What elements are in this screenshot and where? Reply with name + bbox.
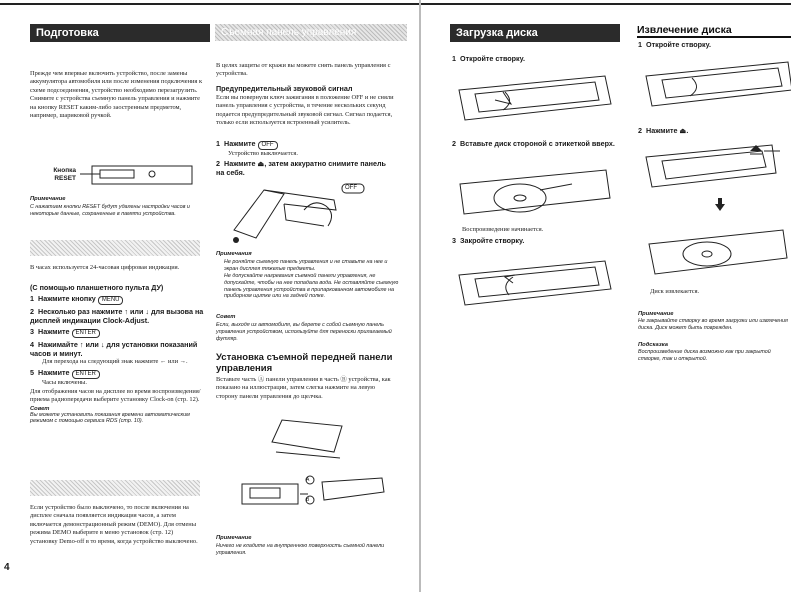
detach-note-2: Не допускайте нагревания съемной панели управления, не допускайте, чтобы на нее попадала вода. Не оставляйте съемную панель управления устройства в припаркованном автомобиле на приборном щитке или на задней полке. — [224, 273, 399, 300]
clock-display-text: Для отображения часов на дисплее во время воспроизведения/приема радиопередачи выберите установку Clock-on (стр. 12). — [30, 387, 201, 404]
tip1-text: Вы можете установить показания времени автоматическим режимом с помощью сервиса RDS (стр. 10). — [30, 411, 190, 425]
attach-panel-illustration — [222, 412, 397, 522]
attach-note: Ничего не кладите на внутреннюю поверхность съемной панели управления. — [216, 543, 385, 556]
clock-step-5: 5 Нажмите ENTER — [30, 368, 205, 379]
load-step-2: 2 Вставьте диск стороной с этикеткой вверх. — [452, 139, 615, 148]
note1-text: С нажатием кнопки RESET будут удалены настройки часов и некоторые данные, сохраненные в памяти устройства. — [30, 204, 190, 217]
label-b: B — [306, 497, 310, 503]
load-insert-illustration — [452, 166, 612, 226]
down-arrow-icon — [714, 198, 726, 212]
load-step-2-sub: Воспроизведение начинается. — [462, 226, 544, 233]
enter-button-2[interactable]: ENTER — [72, 370, 100, 379]
eject-press-illustration — [642, 135, 791, 195]
section-header-eject-disc — [637, 24, 791, 38]
reset-intro-text: Прежде чем впервые включить устройство, после замены аккумулятора автомобиля или после изменения подключения к схеме подсоединения, устройство необходимо перезагрузить. Снимите с устройства съемную панель управления и нажмите на кнопку RESET каким-либо заостренным предметом, например, шариковой ручкой. — [30, 70, 203, 120]
section-header-load-disc: Загрузка диска — [450, 24, 620, 42]
eject-hint: Воспроизведение диска возможно как при закрытой створке, так и открытой. — [638, 349, 771, 362]
detach-step-1: 1 Нажмите OFF — [216, 139, 396, 150]
attach-note-title: Примечание — [216, 535, 252, 541]
detach-note-1: Не роняйте съемную панель управления и не ставьте на нее и экран дисплея тяжелые предметы. — [224, 259, 388, 272]
note1-title: Примечание — [30, 196, 66, 202]
clock-step-5-sub: Часы включены. — [42, 379, 87, 387]
detach-intro: В целях защиты от кражи вы можете снять панель управления с устройства. — [216, 62, 391, 78]
eject-note: Не закрывайте створку во время загрузки или извлечения диска. Диск может быть поврежден. — [638, 318, 788, 331]
page-number: 4 — [4, 562, 10, 573]
eject-note-title: Примечание — [638, 311, 674, 317]
eject-header-text: Извлечение диска — [637, 24, 732, 36]
demo-text: Если устройство было выключено, то после включения на дисплее сначала появляется индикация часов, а затем включается демонстрационный режим (DEMO). Для отмены режима DEMO выберите в меню установок (стр. 12) установку Demo-off в то время, когда устройство выключено. — [30, 504, 198, 545]
clock-step-3: 3 Нажмите ENTER — [30, 327, 205, 338]
clock-step-2: 2 Несколько раз нажмите ↑ или ↓ для вызова на дисплей индикации Clock-Adjust. — [30, 307, 204, 325]
clock-remote-label: (С помощью планшетного пульта ДУ) — [30, 283, 164, 292]
eject-step-1: 1 Откройте створку. — [638, 40, 712, 49]
enter-button[interactable]: ENTER — [72, 329, 100, 338]
detach-steps — [216, 139, 396, 177]
load-close-illustration — [455, 255, 615, 315]
demo-section-header — [30, 480, 200, 496]
load-step-1: 1 Откройте створку. — [452, 54, 526, 63]
reset-device-illustration — [80, 160, 202, 190]
attach-text: Вставьте часть Ⓐ панели управления в часть Ⓑ устройства, как показано на иллюстрации, затем слегка нажмите на левую сторону панели управления до щелчка. — [216, 376, 391, 400]
section-header-detach: Съемная панель управления — [215, 24, 407, 41]
detach-notes-title: Примечания — [216, 251, 252, 257]
eject-hint-title: Подсказка — [638, 342, 668, 348]
page-fold — [419, 0, 421, 592]
clock-steps — [30, 294, 205, 425]
alarm-text: Если вы повернули ключ зажигания в положение OFF и не сняли панель управления с устройства, в течение нескольких секунд подается предупредительный звуковой сигнал. Сигнал подается, только если используется встроенный усилитель. — [216, 94, 394, 127]
clock-step-4: 4 Нажимайте ↑ или ↓ для установки показаний часов и минут. — [30, 340, 198, 358]
top-rule — [0, 3, 791, 5]
load-step-3: 3 Закройте створку. — [452, 236, 525, 245]
off-label-illustration: OFF — [345, 185, 357, 191]
load-open-illustration — [455, 70, 615, 132]
label-a: A — [306, 477, 310, 483]
eject-open-illustration — [642, 56, 791, 116]
eject-step-2: 2 Нажмите ⏏. — [638, 126, 689, 135]
detach-step-1-sub: Устройство выключается. — [228, 150, 298, 157]
section-header-preparation: Подготовка — [30, 24, 210, 42]
eject-step-2-sub: Диск извлекается. — [650, 288, 700, 295]
alarm-title: Предупредительный звуковой сигнал — [216, 84, 353, 93]
detach-tip: Если, выходя из автомобиля, вы берете с собой съемную панель управления устройством, используйте для переноски прилагаемый футляр. — [216, 322, 392, 342]
clock-section-header — [30, 240, 200, 256]
clock-step-4-sub: Для перехода на следующий знак нажмите ← или →. — [42, 358, 188, 365]
detach-step-2: 2 Нажмите ⏏, затем аккуратно снимите панель на себя. — [216, 159, 386, 178]
clock-step-1: 1 Нажмите кнопку MENU — [30, 294, 205, 305]
tip1-title: Совет — [30, 405, 50, 412]
menu-button[interactable]: MENU — [98, 296, 124, 305]
off-button[interactable]: OFF — [258, 141, 278, 150]
detach-tip-title: Совет — [216, 314, 236, 320]
clock-intro-text: В часах используется 24-часовая цифровая индикация. — [30, 264, 180, 271]
reset-button-label: Кнопка RESET — [53, 167, 76, 182]
attach-title: Установка съемной передней панели управления — [216, 352, 393, 374]
eject-disc-illustration — [645, 222, 791, 286]
